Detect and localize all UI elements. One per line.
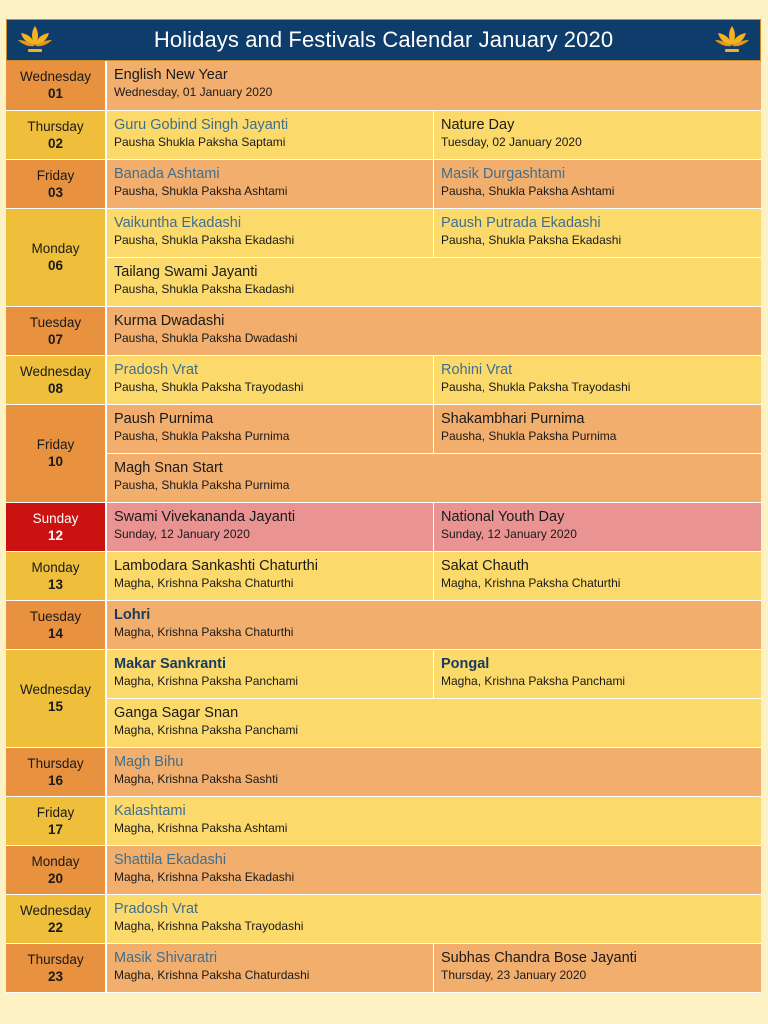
event-name[interactable]: Lohri: [114, 606, 151, 623]
event-detail: Pausha, Shukla Paksha Trayodashi: [114, 379, 304, 394]
day-name: Friday: [36, 167, 75, 183]
event-detail: Magha, Krishna Paksha Chaturthi: [114, 575, 294, 590]
event-cell: [434, 404, 762, 453]
table-row: [6, 257, 761, 306]
event-name: Sakat Chauth: [441, 557, 529, 574]
table-row: [6, 943, 761, 992]
event-detail: Pausha, Shukla Paksha Ashtami: [441, 183, 615, 198]
event-detail: Pausha, Shukla Paksha Purnima: [114, 428, 290, 443]
table-row: [6, 551, 761, 600]
event-name: Shakambhari Purnima: [441, 410, 585, 427]
event-detail: Pausha, Shukla Paksha Purnima: [441, 428, 617, 443]
event-detail: Pausha, Shukla Paksha Ekadashi: [114, 281, 295, 296]
event-detail: Pausha, Shukla Paksha Ekadashi: [441, 232, 622, 247]
event-cell: [106, 502, 434, 551]
day-cell: [6, 502, 106, 551]
table-row: [6, 355, 761, 404]
day-name: Monday: [31, 853, 80, 869]
table-row: [6, 61, 761, 110]
event-name: Lambodara Sankashti Chaturthi: [114, 557, 318, 574]
event-cell: [106, 306, 761, 355]
event-name: Kurma Dwadashi: [114, 312, 225, 329]
day-name: Tuesday: [29, 314, 82, 330]
table-row: [6, 698, 761, 747]
day-number: 20: [47, 870, 64, 886]
event-detail: Pausha, Shukla Paksha Ekadashi: [114, 232, 295, 247]
event-detail: Sunday, 12 January 2020: [114, 526, 250, 541]
event-name[interactable]: Vaikuntha Ekadashi: [114, 214, 242, 231]
event-name: Subhas Chandra Bose Jayanti: [441, 949, 637, 966]
event-detail: Thursday, 23 January 2020: [441, 967, 587, 982]
event-name[interactable]: Kalashtami: [114, 802, 186, 819]
event-name[interactable]: Magh Bihu: [114, 753, 184, 770]
table-row: [6, 894, 761, 943]
day-number: 02: [47, 135, 64, 151]
lotus-logo-icon: [17, 23, 53, 57]
event-cell[interactable]: [106, 894, 761, 943]
event-detail: Magha, Krishna Paksha Panchami: [114, 673, 299, 688]
day-name: Sunday: [32, 510, 79, 526]
event-detail: Tuesday, 02 January 2020: [441, 134, 582, 149]
lotus-logo-icon: [714, 23, 750, 57]
event-cell: [106, 404, 434, 453]
festival-table: [6, 61, 761, 993]
table-row: [6, 796, 761, 845]
event-name: Paush Purnima: [114, 410, 214, 427]
event-detail: Pausha Shukla Paksha Saptami: [114, 134, 286, 149]
event-cell: [434, 943, 762, 992]
day-number: 01: [47, 86, 64, 102]
event-cell[interactable]: [106, 600, 761, 649]
event-cell: [106, 257, 761, 306]
page-title: Holidays and Festivals Calendar January 2020: [153, 27, 614, 52]
day-cell: [6, 404, 106, 502]
event-name[interactable]: Banada Ashtami: [114, 165, 220, 182]
day-cell: [6, 845, 106, 894]
event-name[interactable]: Guru Gobind Singh Jayanti: [114, 116, 289, 133]
event-cell[interactable]: [106, 649, 434, 698]
table-row: [6, 159, 761, 208]
table-row: [6, 208, 761, 257]
event-name: Swami Vivekananda Jayanti: [114, 508, 296, 525]
event-name[interactable]: Rohini Vrat: [441, 361, 513, 378]
event-name[interactable]: Pradosh Vrat: [114, 900, 199, 917]
event-name[interactable]: Shattila Ekadashi: [114, 851, 227, 868]
event-detail: Wednesday, 01 January 2020: [114, 85, 273, 99]
day-name: Thursday: [27, 118, 84, 134]
event-detail: Magha, Krishna Paksha Chaturthi: [114, 624, 294, 639]
table-row: [6, 404, 761, 453]
event-name: Ganga Sagar Snan: [114, 704, 239, 721]
day-number: 12: [47, 527, 64, 543]
day-cell: [6, 355, 106, 404]
event-cell: [434, 110, 762, 159]
event-cell: [434, 502, 762, 551]
event-cell: [434, 551, 762, 600]
event-detail: Pausha, Shukla Paksha Dwadashi: [114, 330, 298, 345]
event-name[interactable]: Pradosh Vrat: [114, 361, 199, 378]
event-cell[interactable]: [106, 943, 434, 992]
event-cell: [106, 453, 761, 502]
event-detail: Magha, Krishna Paksha Chaturdashi: [114, 967, 310, 982]
day-cell: [6, 796, 106, 845]
day-number: 07: [47, 331, 64, 347]
table-row: [6, 502, 761, 551]
event-detail: Magha, Krishna Paksha Chaturthi: [441, 575, 621, 590]
event-cell[interactable]: [434, 649, 762, 698]
day-cell: [6, 551, 106, 600]
day-cell: [6, 208, 106, 306]
table-row: [6, 600, 761, 649]
event-detail: Magha, Krishna Paksha Panchami: [114, 722, 299, 737]
event-cell[interactable]: [106, 747, 761, 796]
event-cell[interactable]: [106, 796, 761, 845]
day-cell: [6, 747, 106, 796]
day-name: Thursday: [27, 951, 84, 967]
event-detail: Pausha, Shukla Paksha Purnima: [114, 477, 290, 492]
table-row: [6, 845, 761, 894]
day-number: 08: [47, 380, 64, 396]
event-name[interactable]: Masik Durgashtami: [441, 165, 566, 182]
day-number: 17: [47, 821, 64, 837]
event-cell: [106, 551, 434, 600]
event-name[interactable]: Paush Putrada Ekadashi: [441, 214, 601, 231]
day-cell: [6, 306, 106, 355]
day-name: Wednesday: [19, 69, 92, 85]
event-name[interactable]: Makar Sankranti: [114, 655, 227, 672]
table-row: [6, 747, 761, 796]
event-detail: Sunday, 12 January 2020: [441, 526, 577, 541]
day-cell: [6, 894, 106, 943]
event-cell[interactable]: [434, 208, 762, 257]
table-row: [6, 453, 761, 502]
event-name[interactable]: Masik Shivaratri: [114, 949, 218, 966]
day-number: 10: [47, 454, 64, 469]
event-cell: [106, 61, 761, 110]
event-detail: Magha, Krishna Paksha Panchami: [441, 673, 626, 688]
event-name: Magh Snan Start: [114, 459, 223, 476]
table-row: [6, 110, 761, 159]
day-cell: [6, 600, 106, 649]
event-cell[interactable]: [106, 159, 434, 208]
event-cell[interactable]: [106, 845, 761, 894]
day-name: Friday: [36, 804, 75, 820]
calendar-header: [6, 19, 761, 61]
event-detail: Pausha, Shukla Paksha Ashtami: [114, 183, 288, 198]
event-name: English New Year: [114, 67, 228, 83]
event-name: National Youth Day: [441, 508, 565, 525]
event-name: Nature Day: [441, 116, 515, 133]
day-name: Monday: [31, 559, 80, 575]
day-cell: [6, 943, 106, 992]
event-detail: Magha, Krishna Paksha Ashtami: [114, 820, 288, 835]
event-name[interactable]: Pongal: [441, 655, 490, 672]
day-name: Friday: [36, 437, 75, 452]
day-cell: [6, 61, 106, 110]
day-number: 14: [47, 625, 64, 641]
event-detail: Magha, Krishna Paksha Ekadashi: [114, 869, 295, 884]
day-cell: [6, 649, 106, 747]
day-number: 16: [47, 772, 64, 788]
calendar: [6, 19, 761, 993]
event-detail: Magha, Krishna Paksha Trayodashi: [114, 918, 304, 933]
day-name: Wednesday: [19, 682, 92, 697]
day-number: 15: [47, 699, 64, 714]
event-name: Tailang Swami Jayanti: [114, 263, 258, 280]
day-number: 06: [47, 258, 64, 273]
event-cell[interactable]: [434, 355, 762, 404]
day-name: Tuesday: [29, 608, 82, 624]
day-cell: [6, 159, 106, 208]
event-cell[interactable]: [106, 208, 434, 257]
day-number: 13: [47, 576, 64, 592]
table-row: [6, 649, 761, 698]
event-cell[interactable]: [106, 110, 434, 159]
day-number: 03: [47, 184, 64, 200]
day-number: 22: [47, 919, 64, 935]
event-cell[interactable]: [106, 355, 434, 404]
event-cell: [106, 698, 761, 747]
table-row: [6, 306, 761, 355]
day-name: Thursday: [27, 755, 84, 771]
event-detail: Magha, Krishna Paksha Sashti: [114, 771, 279, 786]
event-cell[interactable]: [434, 159, 762, 208]
day-name: Wednesday: [19, 902, 92, 918]
day-name: Monday: [31, 241, 80, 256]
day-cell: [6, 110, 106, 159]
day-name: Wednesday: [19, 363, 92, 379]
day-number: 23: [47, 968, 64, 984]
event-detail: Pausha, Shukla Paksha Trayodashi: [441, 379, 631, 394]
